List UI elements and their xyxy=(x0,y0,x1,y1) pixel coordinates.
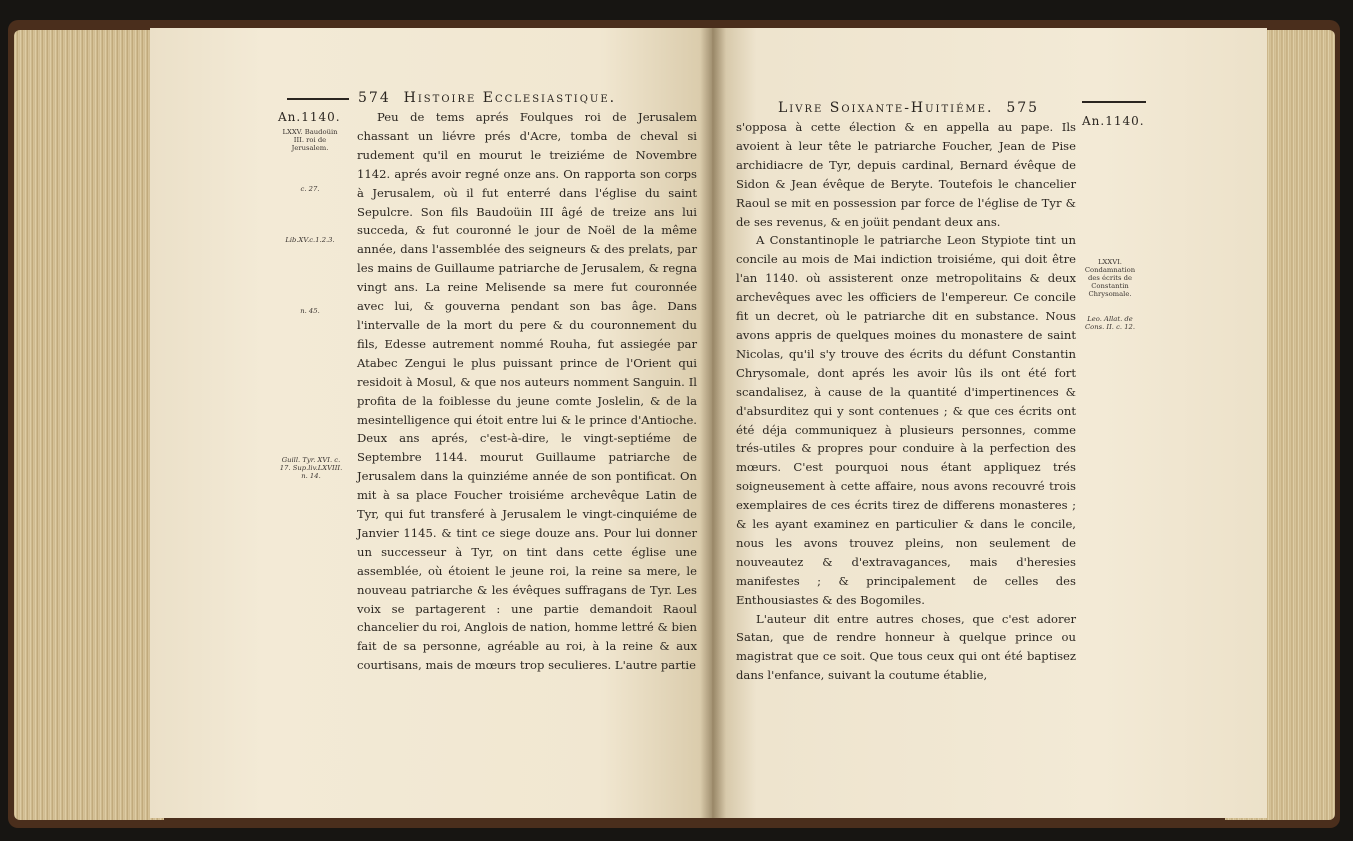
left-year: An.1140. xyxy=(278,110,341,124)
right-margin-note: LXXVI. Condamnation des écrits de Constantin Chrysomale. xyxy=(1084,258,1136,298)
paragraph: s'opposa à cette élection & en appella au pape. Ils avoient à leur tête le patriarche Foucher, Jean de Pise archidiacre de Tyr, depuis cardinal, Bernard évêque de Sidon & Jean évêque de Beryte. Toutefois le chancelier Raoul se mit en possession par force de l'église de Tyr & de ses revenus, & en joüit pendant deux ans. xyxy=(736,120,1076,229)
paragraph: Peu de tems aprés Foulques roi de Jerusalem chassant un liévre prés d'Acre, tomba de cheval si rudement qu'il en mourut le treiziéme de Novembre 1142. aprés avoir regné onze ans. On rapporta son corps à Jerusalem, où il fut enterré dans l'église du saint Sepulcre. Son fils Baudoüin III âgé de treize ans lui succeda, & fut couronné le jour de Noël de la même année, dans l'assemblée des seigneurs & des prelats, par les mains de Guillaume patriarche de Jerusalem, & regna vingt ans. La reine Melisende sa mere fut couronnée avec lui, & gouverna pendant son bas âge. Dans l'intervalle de la mort du pere & du couronnement du fils, Edesse autrement nommé Rouha, fut assiegée par Atabec Zengui le plus puissant prince de l'Orient qui residoit à Mosul, & que nos auteurs nomment Sanguin. Il profita de la foiblesse du jeune comte Joslelin, & de la mesintelligence qui étoit entre lui & le prince d'Antioche. Deux ans aprés, c'est-à-dire, le vingt-septiéme de Septembre 1144. mourut Guillaume patriarche de Jerusalem dans la quinziéme année de son pontificat. On mit à sa place Foucher troisiéme archevêque Latin de Tyr, qui fut transferé à Jerusalem le vingt-cinquiéme de Janvier 1145. & tint ce siege douze ans. Pour lui donner un successeur à Tyr, on tint dans cette église une assemblée, où étoient le jeune roi, la reine sa mere, le nouveau patriarche & les évêques suffragans de Tyr. Les voix se partagerent : une partie demandoit Raoul chancelier du roi, Anglois de nation, homme lettré & bien fait de sa personne, agréable au roi, à la reine & aux courtisans, mais de mœurs trop seculieres. L'autre partie xyxy=(357,110,697,673)
book-gutter xyxy=(700,28,726,818)
left-page-number: 574 xyxy=(358,90,391,106)
left-margin-note: n. 45. xyxy=(300,307,320,315)
right-running-head xyxy=(778,100,1039,116)
paragraph: L'auteur dit entre autres choses, que c'est adorer Satan, que de rendre honneur à quelque prince ou magistrat que ce soit. Que tous ceux qui ont été baptisez dans l'enfance, suivant la coutume établie, xyxy=(736,611,1076,683)
left-margin-note: Guill. Tyr. XVI. c. 17. Sup.liv.LXVIII. n. 14. xyxy=(279,456,343,480)
left-year-rule xyxy=(287,98,349,100)
left-margin-note: c. 27. xyxy=(300,185,320,193)
right-running-head-title: Livre Soixante-Huitiéme. xyxy=(778,100,994,116)
page-edges-left xyxy=(14,30,164,820)
left-margin-note: Lib.XV.c.1.2.3. xyxy=(285,236,335,244)
left-running-head-title: Histoire Ecclesiastique. xyxy=(403,90,617,106)
right-page-number: 575 xyxy=(1006,100,1040,116)
left-margin-note: LXXV. Baudoüin III. roi de Jerusalem. xyxy=(282,128,338,152)
paragraph: A Constantinople le patriarche Leon Stypiote tint un concile au mois de Mai indiction troisiéme, qui doit être l'an 1140. où assisterent onze metropolitains & deux archevêques avec les officiers de l'empereur. Ce concile fit un decret, où le patriarche dit en substance. Nous avons appris de quelques moines du monastere de saint Nicolas, qu'il s'y trouve des écrits du défunt Constantin Chrysomale, dont aprés les avoir lûs ils ont été fort scandalisez, à cause de la quantité d'impertinences & d'absurditez qui y sont contenues ; & que ces écrits ont été déja communiquez à plusieurs personnes, comme trés-utiles & propres pour conduire à la perfection des mœurs. C'est pourquoi nous étant appliquez trés soigneusement à cette affaire, nous avons recouvré trois exemplaires de ces écrits tirez de differens monasteres ; & les ayant examinez en particulier & dans le concile, nous les avons trouvez pleins, non seulement de nouveautez & d'extravagances, mais d'heresies manifestes ; & principalement de celles des Enthousiastes & des Bogomiles. xyxy=(736,233,1076,607)
left-running-head xyxy=(358,90,616,106)
right-margin-note: Leo. Allat. de Cons. II. c. 12. xyxy=(1084,315,1136,331)
right-year: An.1140. xyxy=(1082,114,1145,128)
left-body-text xyxy=(357,108,697,675)
right-year-rule xyxy=(1082,101,1146,103)
right-body-text xyxy=(736,118,1076,685)
